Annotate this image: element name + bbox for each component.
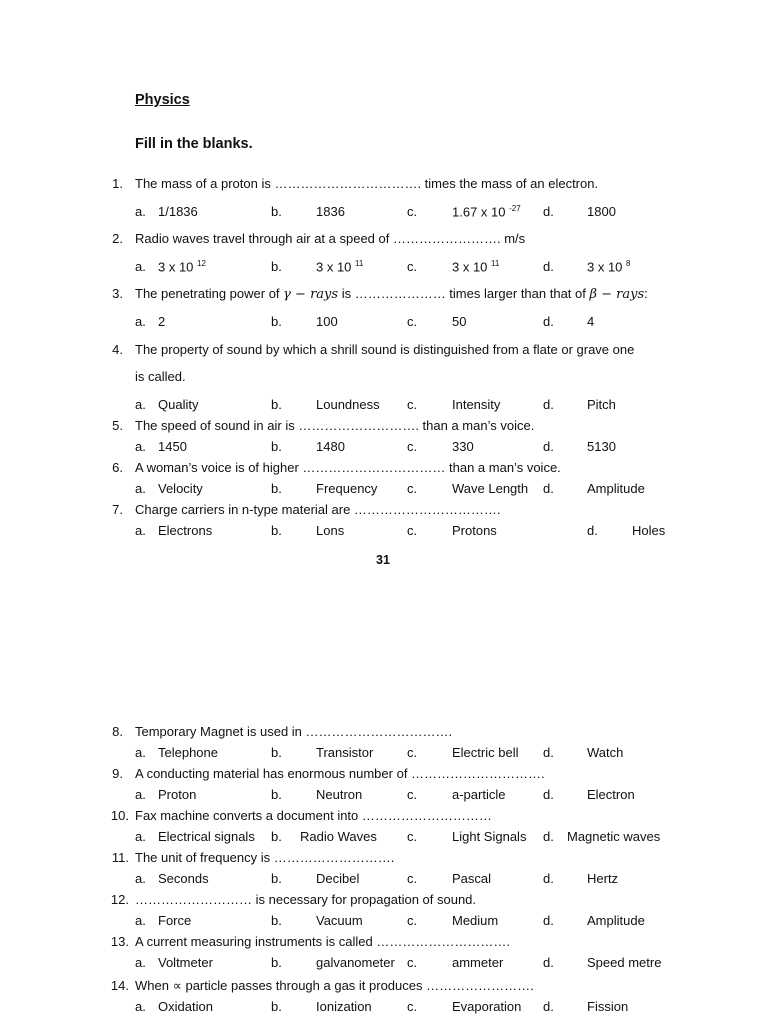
- option-text: Proton: [158, 787, 197, 802]
- question-number: 10.: [110, 808, 129, 823]
- option-label: c.: [407, 871, 418, 886]
- option-label: b.: [271, 439, 282, 454]
- option-text: Electron: [587, 787, 635, 802]
- question-text: Temporary Magnet is used in …………………………….: [135, 724, 453, 739]
- option-label: c.: [407, 439, 418, 454]
- question-text: Charge carriers in n-type material are …………………………….: [135, 502, 501, 517]
- option-label: d.: [543, 314, 554, 329]
- question-text-continued: is called.: [135, 369, 186, 384]
- option-text: [316, 259, 363, 274]
- option-text: Pascal: [452, 871, 492, 886]
- option-text: Seconds: [158, 871, 209, 886]
- option-label: b.: [271, 259, 282, 274]
- exponent: -27: [509, 204, 521, 213]
- text-part: :: [644, 286, 648, 301]
- option-label: a.: [135, 314, 146, 329]
- question-text: [135, 286, 648, 302]
- option-base: 3 x 10: [452, 259, 488, 275]
- option-label: b.: [271, 204, 282, 219]
- option-label: d.: [543, 397, 554, 412]
- option-base: 3 x 10: [158, 259, 194, 275]
- option-label: d.: [543, 913, 554, 928]
- question-text: Radio waves travel through air at a speed of ……………………. m/s: [135, 231, 526, 246]
- option-label: b.: [271, 745, 282, 760]
- option-text: Wave Length: [452, 481, 529, 496]
- option-base: 3 x 10: [316, 259, 352, 275]
- option-label: b.: [271, 787, 282, 802]
- option-text: Intensity: [452, 397, 501, 412]
- option-text: Fission: [587, 999, 629, 1014]
- question-number: 12.: [110, 892, 129, 907]
- option-label: d.: [543, 439, 554, 454]
- option-text: Lons: [316, 523, 345, 538]
- option-label: d.: [543, 871, 554, 886]
- option-text: 330: [452, 439, 474, 454]
- option-text: 5130: [587, 439, 616, 454]
- exponent: 11: [491, 259, 500, 268]
- option-label: d.: [587, 523, 598, 538]
- question-number: 14.: [110, 978, 129, 993]
- option-label: a.: [135, 745, 146, 760]
- question-number: 7.: [112, 502, 123, 517]
- question-text: The mass of a proton is ……………………………. times the mass of an electron.: [135, 176, 599, 191]
- option-text: Quality: [158, 397, 199, 412]
- option-label: c.: [407, 481, 418, 496]
- question-number: 4.: [112, 342, 123, 357]
- option-text: Telephone: [158, 745, 218, 760]
- option-text: 1/1836: [158, 204, 198, 219]
- exponent: 8: [626, 259, 631, 268]
- gamma-rays-formula: γ − rays: [283, 287, 339, 302]
- option-label: b.: [271, 999, 282, 1014]
- question-text: A woman’s voice is of higher …………………………… than a man’s voice.: [135, 460, 561, 475]
- beta-rays-formula: β − rays: [589, 287, 645, 302]
- option-text: Speed metre: [587, 955, 662, 970]
- option-text: a-particle: [452, 787, 506, 802]
- option-text: [587, 259, 631, 274]
- option-label: a.: [135, 955, 146, 970]
- option-text: Holes: [632, 523, 666, 538]
- option-label: c.: [407, 204, 418, 219]
- option-label: d.: [543, 999, 554, 1014]
- option-label: b.: [271, 314, 282, 329]
- option-label: c.: [407, 745, 418, 760]
- exponent: 11: [355, 259, 364, 268]
- question-text: The speed of sound in air is ………………………. than a man’s voice.: [135, 418, 535, 433]
- option-text: Oxidation: [158, 999, 213, 1014]
- option-text: 1480: [316, 439, 345, 454]
- page-title: Physics: [135, 92, 190, 108]
- option-label: a.: [135, 523, 146, 538]
- option-label: a.: [135, 204, 146, 219]
- option-text: Force: [158, 913, 192, 928]
- option-text: Light Signals: [452, 829, 527, 844]
- option-text: 2: [158, 314, 166, 329]
- page-number: 31: [376, 553, 390, 567]
- option-label: c.: [407, 999, 418, 1014]
- option-text: 100: [316, 314, 338, 329]
- option-label: a.: [135, 439, 146, 454]
- question-number: 9.: [112, 766, 123, 781]
- option-text: Amplitude: [587, 913, 645, 928]
- option-label: b.: [271, 955, 282, 970]
- option-label: b.: [271, 397, 282, 412]
- option-text: [158, 259, 206, 274]
- option-text: Amplitude: [587, 481, 645, 496]
- option-base: 3 x 10: [587, 259, 623, 275]
- question-text: When ∝ particle passes through a gas it produces …………………….: [135, 978, 534, 993]
- option-label: c.: [407, 829, 418, 844]
- option-label: a.: [135, 397, 146, 412]
- option-text: Protons: [452, 523, 497, 538]
- question-text: ……………………… is necessary for propagation of sound.: [135, 892, 477, 907]
- option-text: Electrical signals: [158, 829, 255, 844]
- text-part: The penetrating power of: [135, 286, 284, 301]
- question-number: 6.: [112, 460, 123, 475]
- option-label: c.: [407, 397, 418, 412]
- option-text: Loundness: [316, 397, 380, 412]
- option-text: Evaporation: [452, 999, 522, 1014]
- option-label: c.: [407, 913, 418, 928]
- question-text: Fax machine converts a document into …………………………: [135, 808, 492, 823]
- option-text: Electric bell: [452, 745, 519, 760]
- option-text: 4: [587, 314, 595, 329]
- option-text: Velocity: [158, 481, 203, 496]
- option-label: c.: [407, 259, 418, 274]
- option-text: Vacuum: [316, 913, 363, 928]
- option-label: d.: [543, 787, 554, 802]
- question-number: 5.: [112, 418, 123, 433]
- question-number: 2.: [112, 231, 123, 246]
- option-text: 1800: [587, 204, 616, 219]
- option-label: d.: [543, 955, 554, 970]
- option-label: d.: [543, 204, 554, 219]
- question-number: 3.: [112, 286, 123, 301]
- option-label: c.: [407, 955, 418, 970]
- option-text: Magnetic waves: [567, 829, 661, 844]
- question-text: The property of sound by which a shrill sound is distinguished from a flate or grave one: [135, 342, 635, 357]
- option-text: Radio Waves: [300, 829, 377, 844]
- option-label: b.: [271, 913, 282, 928]
- option-label: a.: [135, 259, 146, 274]
- option-label: c.: [407, 523, 418, 538]
- option-label: c.: [407, 787, 418, 802]
- option-label: a.: [135, 787, 146, 802]
- option-label: d.: [543, 481, 554, 496]
- option-label: a.: [135, 913, 146, 928]
- option-text: 1836: [316, 204, 345, 219]
- option-label: a.: [135, 871, 146, 886]
- question-number: 11.: [111, 850, 129, 865]
- option-text: Frequency: [316, 481, 378, 496]
- question-number: 1.: [112, 176, 123, 191]
- question-text: The unit of frequency is ……………………….: [135, 850, 395, 865]
- option-text: Hertz: [587, 871, 619, 886]
- option-text: galvanometer: [316, 955, 395, 970]
- question-number: 8.: [112, 724, 123, 739]
- option-label: d.: [543, 259, 554, 274]
- option-text: Medium: [452, 913, 499, 928]
- option-text: 50: [452, 314, 467, 329]
- option-text: Electrons: [158, 523, 213, 538]
- option-text: [452, 259, 499, 274]
- section-instruction: Fill in the blanks.: [135, 136, 253, 152]
- option-label: d.: [543, 745, 554, 760]
- option-text: Decibel: [316, 871, 360, 886]
- option-text: Ionization: [316, 999, 372, 1014]
- option-base: 1.67 x 10: [452, 204, 506, 220]
- option-text: 1450: [158, 439, 187, 454]
- question-number: 13.: [110, 934, 129, 949]
- option-label: d.: [543, 829, 554, 844]
- option-label: b.: [271, 481, 282, 496]
- option-label: a.: [135, 829, 146, 844]
- option-label: b.: [271, 523, 282, 538]
- exponent: 12: [197, 259, 206, 268]
- option-text: Neutron: [316, 787, 363, 802]
- question-text: A current measuring instruments is called ………………………….: [135, 934, 510, 949]
- option-label: a.: [135, 999, 146, 1014]
- option-text: Pitch: [587, 397, 616, 412]
- option-label: b.: [271, 829, 282, 844]
- option-text: [452, 204, 521, 219]
- option-text: ammeter: [452, 955, 504, 970]
- option-text: Voltmeter: [158, 955, 213, 970]
- option-label: b.: [271, 871, 282, 886]
- option-label: c.: [407, 314, 418, 329]
- question-text: A conducting material has enormous number of ………………………….: [135, 766, 545, 781]
- option-label: a.: [135, 481, 146, 496]
- option-text: Transistor: [316, 745, 374, 760]
- text-part: is ………………… times larger than that of: [338, 286, 590, 301]
- option-text: Watch: [587, 745, 624, 760]
